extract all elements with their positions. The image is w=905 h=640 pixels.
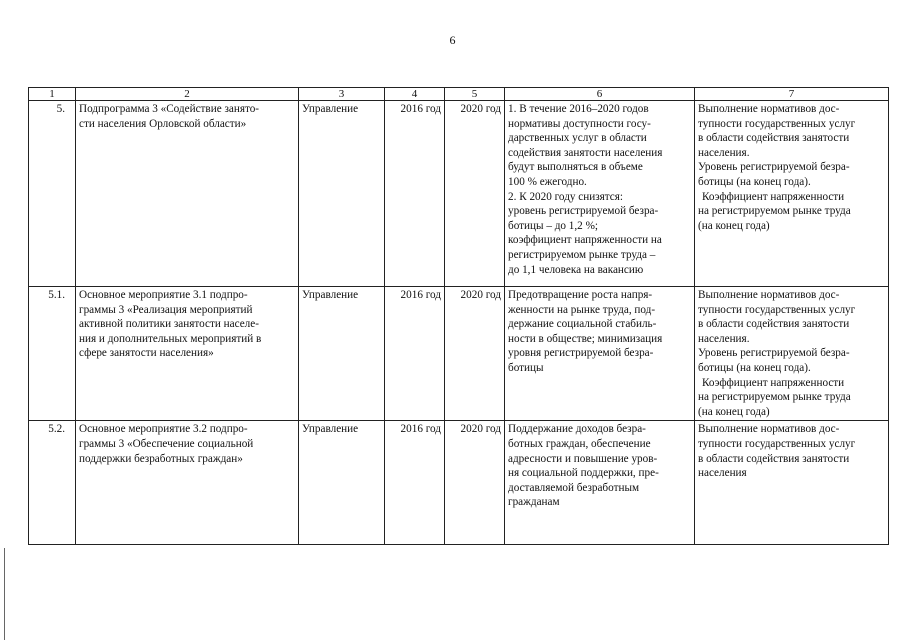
result-line: регистрируемом рынке труда – — [508, 248, 656, 261]
start-year-cell: 2016 год — [385, 287, 445, 421]
activity-name-cell — [76, 287, 299, 421]
indicator-line: населения — [698, 467, 747, 480]
result-line: содействия занятости населения — [508, 146, 663, 159]
result-line: нормативы доступности госу- — [508, 117, 651, 130]
indicator-line: в области содействия занятости — [698, 318, 850, 331]
activity-name-line: граммы 3 «Обеспечение социальной — [79, 437, 254, 450]
indicator-line: Выполнение нормативов дос- — [698, 289, 840, 301]
column-header-2: 2 — [76, 88, 299, 101]
activity-name-line: поддержки безработных граждан» — [79, 452, 243, 465]
table-row — [29, 287, 889, 421]
result-line: будут выполняться в объеме — [508, 161, 643, 174]
column-header-4: 4 — [385, 88, 445, 101]
column-header-1: 1 — [29, 88, 76, 101]
result-line: дарственных услуг в области — [508, 132, 647, 145]
start-year-cell: 2016 год — [385, 421, 445, 545]
row-number: 5.1. — [29, 287, 76, 421]
indicator-line: Коэффициент напряженности — [702, 376, 845, 389]
activity-name-cell — [76, 101, 299, 287]
result-line: Поддержание доходов безра- — [508, 423, 646, 436]
program-table — [28, 87, 889, 545]
activity-name-line: граммы 3 «Реализация мероприятий — [79, 303, 253, 316]
end-year-cell: 2020 год — [445, 101, 505, 287]
activity-name-line: Основное мероприятие 3.1 подпро- — [79, 289, 248, 301]
result-line: 1. В течение 2016–2020 годов — [508, 103, 649, 115]
activity-name-cell — [76, 421, 299, 545]
executor-cell: Управление — [299, 421, 385, 545]
indicator-line: Уровень регистрируемой безра- — [698, 347, 850, 360]
expected-result-cell — [505, 421, 695, 545]
indicator-line: Уровень регистрируемой безра- — [698, 161, 850, 174]
indicator-line: в области содействия занятости — [698, 132, 850, 145]
activity-name-line: Подпрограмма 3 «Содействие занято- — [79, 103, 260, 115]
page-edge-line — [4, 548, 5, 640]
executor-cell: Управление — [299, 101, 385, 287]
result-line: женности на рынке труда, под- — [508, 303, 656, 316]
indicator-line: ботицы (на конец года). — [698, 175, 811, 188]
result-line: ботицы – до 1,2 %; — [508, 219, 598, 232]
page-number: 6 — [449, 33, 456, 47]
column-header-7: 7 — [695, 88, 889, 101]
start-year-cell: 2016 год — [385, 101, 445, 287]
indicator-line: тупности государственных услуг — [698, 117, 856, 130]
result-line: Предотвращение роста напря- — [508, 289, 653, 301]
indicator-line: на регистрируемом рынке труда — [698, 391, 851, 404]
indicator-line: Выполнение нормативов дос- — [698, 103, 840, 115]
result-line: гражданам — [508, 496, 560, 509]
result-line: 2. К 2020 году снизятся: — [508, 190, 624, 203]
result-line: 100 % ежегодно. — [508, 175, 587, 188]
result-line: коэффициент напряженности на — [508, 234, 662, 247]
activity-name-line: сти населения Орловской области» — [79, 117, 247, 130]
result-line: до 1,1 человека на вакансию — [508, 263, 644, 276]
indicator-line: населения. — [698, 146, 750, 159]
result-line: уровень регистрируемой безра- — [508, 205, 659, 218]
result-line: держание социальной стабиль- — [508, 318, 657, 331]
indicator-line: населения. — [698, 332, 750, 345]
column-header-3: 3 — [299, 88, 385, 101]
result-line: доставляемой безработным — [508, 481, 640, 494]
result-line: ня социальной поддержки, пре- — [508, 467, 659, 480]
result-line: ботных граждан, обеспечение — [508, 437, 651, 450]
table-row — [29, 101, 889, 287]
end-year-cell: 2020 год — [445, 421, 505, 545]
result-line: уровня регистрируемой безра- — [508, 347, 654, 360]
row-number: 5. — [29, 101, 76, 287]
row-number: 5.2. — [29, 421, 76, 545]
indicator-line: на регистрируемом рынке труда — [698, 205, 851, 218]
indicator-line: тупности государственных услуг — [698, 437, 856, 450]
indicators-cell — [695, 101, 889, 287]
activity-name-line: активной политики занятости населе- — [79, 318, 259, 331]
executor-cell: Управление — [299, 287, 385, 421]
result-line: ности в обществе; минимизация — [508, 332, 663, 345]
expected-result-cell — [505, 287, 695, 421]
result-line: адресности и повышение уров- — [508, 452, 658, 465]
indicator-line: Выполнение нормативов дос- — [698, 423, 840, 436]
indicator-line: (на конец года) — [698, 405, 770, 418]
table-row — [29, 421, 889, 545]
indicators-cell — [695, 287, 889, 421]
end-year-cell: 2020 год — [445, 287, 505, 421]
expected-result-cell — [505, 101, 695, 287]
activity-name-line: сфере занятости населения» — [79, 347, 214, 360]
indicator-line: в области содействия занятости — [698, 452, 850, 465]
indicator-line: Коэффициент напряженности — [702, 190, 845, 203]
column-header-5: 5 — [445, 88, 505, 101]
column-number-row — [29, 88, 889, 101]
indicator-line: (на конец года) — [698, 219, 770, 232]
activity-name-line: ния и дополнительных мероприятий в — [79, 332, 262, 345]
result-line: ботицы — [508, 361, 544, 374]
activity-name-line: Основное мероприятие 3.2 подпро- — [79, 423, 248, 436]
indicators-cell — [695, 421, 889, 545]
column-header-6: 6 — [505, 88, 695, 101]
indicator-line: ботицы (на конец года). — [698, 361, 811, 374]
indicator-line: тупности государственных услуг — [698, 303, 856, 316]
